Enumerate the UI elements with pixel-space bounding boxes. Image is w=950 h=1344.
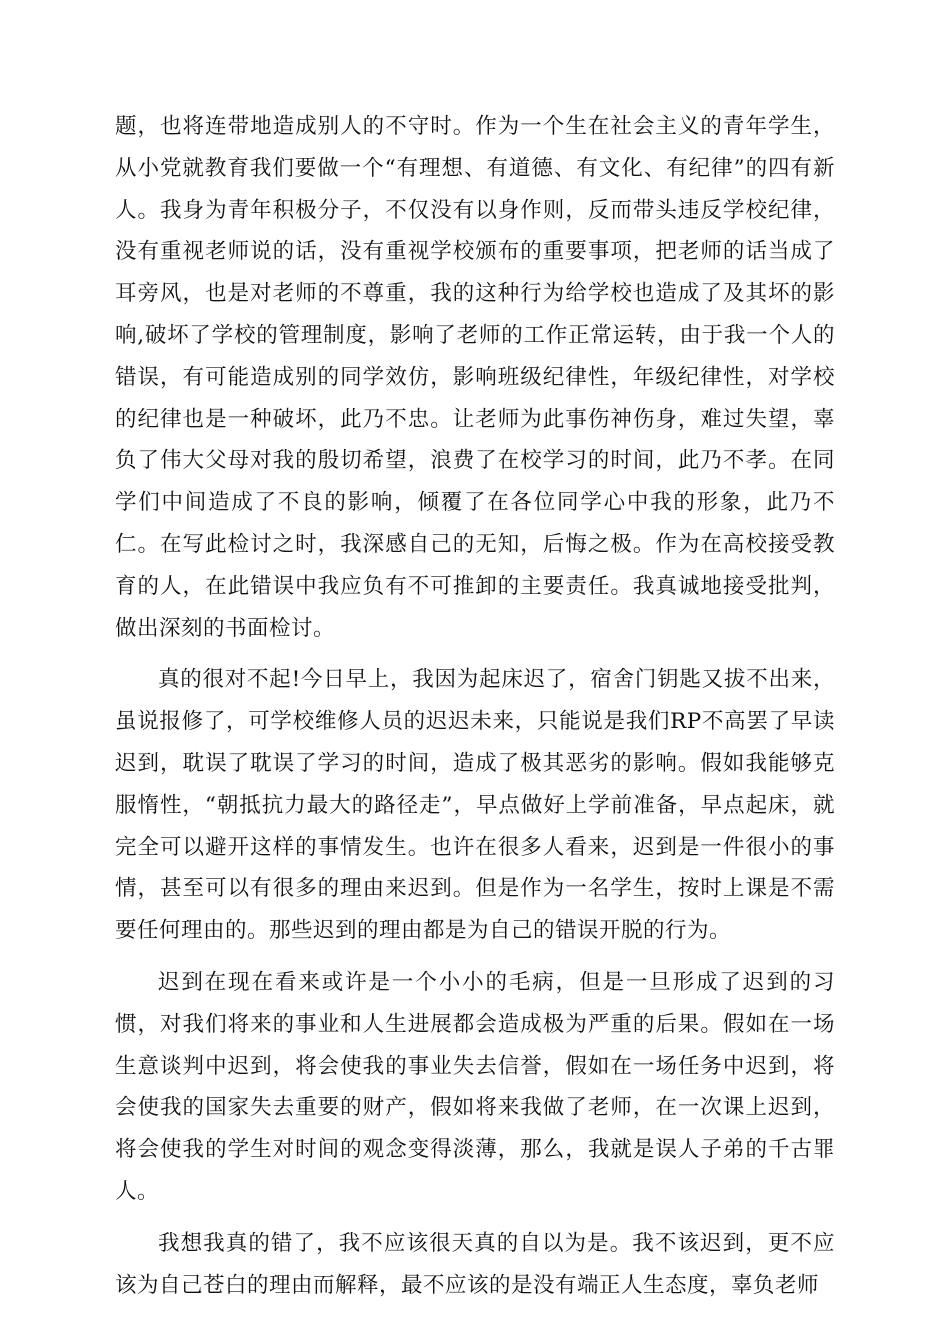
- paragraph-2: 真的很对不起!今日早上，我因为起床迟了，宿舍门钥匙又拔不出来，虽说报修了，可学校维修人员的迟迟未来，只能说是我们RP不高罢了早读迟到，耽误了耽误了学习的时间，造成了极其恶劣的影响。假如我能够克服惰性，“朝抵抗力最大的路径走”，早点做好上学前准备，早点起床，就完全可以避开这样的事情发生。也许在很多人看来，迟到是一件很小的事情，甚至可以有很多的理由来迟到。但是作为一名学生，按时上课是不需要任何理由的。那些迟到的理由都是为自己的错误开脱的行为。: [115, 667, 835, 944]
- paragraph-3: 迟到在现在看来或许是一个小小的毛病，但是一旦形成了迟到的习惯，对我们将来的事业和人生进展都会造成极为严重的后果。假如在一场生意谈判中迟到，将会使我的事业失去信誉，假如在一场任务中迟到，将会使我的国家失去重要的财产，假如将来我做了老师，在一次课上迟到，将会使我的学生对时间的观念变得淡薄，那么，我就是误人子弟的千古罪人。: [115, 969, 835, 1204]
- document-body: [115, 106, 835, 1306]
- paragraph-4: 我想我真的错了，我不应该很天真的自以为是。我不该迟到，更不应该为自己苍白的理由而解释，最不应该的是没有端正人生态度，辜负老师: [115, 1230, 835, 1298]
- paragraph-1: 题，也将连带地造成别人的不守时。作为一个生在社会主义的青年学生，从小党就教育我们要做一个“有理想、有道德、有文化、有纪律”的四有新人。我身为青年积极分子，不仅没有以身作则，反而带头违反学校纪律，没有重视老师说的话，没有重视学校颁布的重要事项，把老师的话当成了耳旁风，也是对老师的不尊重，我的这种行为给学校也造成了及其坏的影响,破坏了学校的管理制度，影响了老师的工作正常运转，由于我一个人的错误，有可能造成别的同学效仿，影响班级纪律性，年级纪律性，对学校的纪律也是一种破坏，此乃不忠。让老师为此事伤神伤身，难过失望，辜负了伟大父母对我的殷切希望，浪费了在校学习的时间，此乃不孝。在同学们中间造成了不良的影响，倾覆了在各位同学心中我的形象，此乃不仁。在写此检讨之时，我深感自己的无知，后悔之极。作为在高校接受教育的人，在此错误中我应负有不可推卸的主要责任。我真诚地接受批判，做出深刻的书面检讨。: [115, 114, 835, 641]
